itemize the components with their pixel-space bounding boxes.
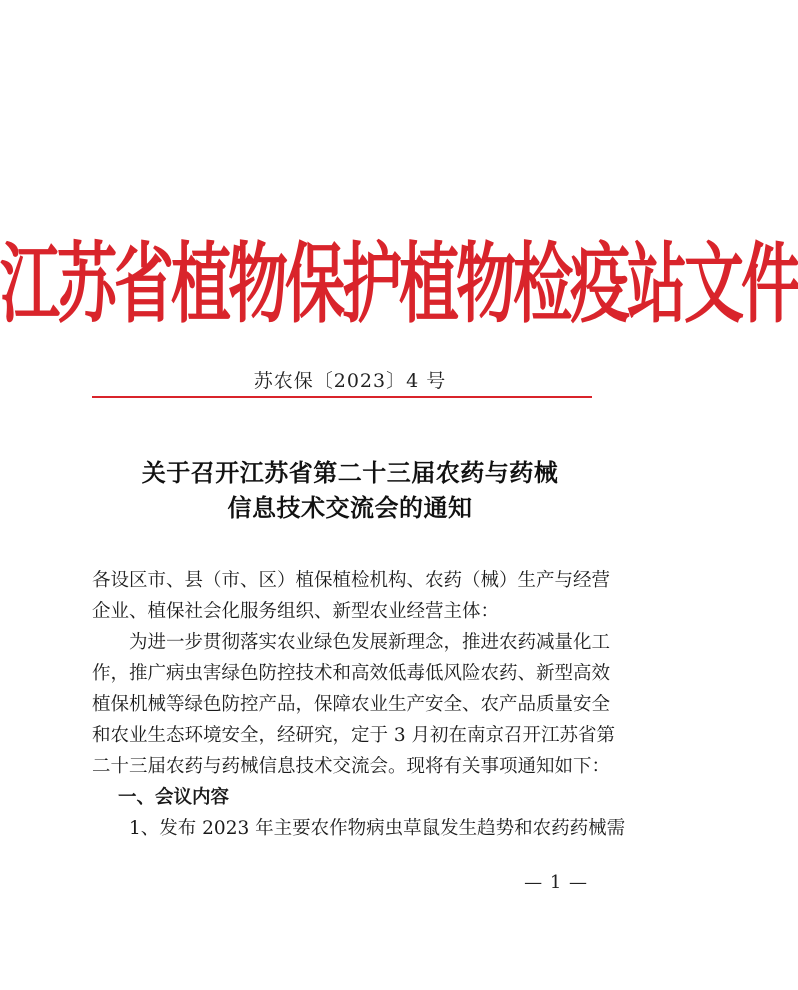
paragraph-line: 作，推广病虫害绿色防控技术和高效低毒低风险农药、新型高效 [92,663,611,684]
notice-title-line-2: 信息技术交流会的通知 [227,493,473,522]
notice-body [92,565,626,844]
red-divider-line [92,396,592,398]
paragraph-line: 二十三届农药与药械信息技术交流会。现将有关事项通知如下： [92,756,611,777]
paragraph-line: 为进一步贯彻落实农业绿色发展新理念，推进农药减量化工 [129,632,611,653]
notice-title [0,455,700,525]
notice-title-line-1: 关于召开江苏省第二十三届农药与药械 [141,458,559,487]
document-number: 苏农保〔2023〕4 号 [253,370,447,392]
section-heading: 一、会议内容 [118,787,230,808]
addressee-line: 各设区市、县（市、区）植保植检机构、农药（械）生产与经营 [92,570,611,591]
paragraph-line: 和农业生态环境安全，经研究，定于 3 月初在南京召开江苏省第 [92,725,616,746]
list-item-line: 1、发布 2023 年主要农作物病虫草鼠发生趋势和农药药械需 [129,818,626,839]
addressee-line: 企业、植保社会化服务组织、新型农业经营主体： [92,601,500,622]
issuer-header: 江苏省植物保护植物检疫站文件 [0,234,798,336]
paragraph-line: 植保机械等绿色防控产品，保障农业生产安全、农产品质量安全 [92,694,611,715]
page-number: — 1 — [524,872,588,893]
